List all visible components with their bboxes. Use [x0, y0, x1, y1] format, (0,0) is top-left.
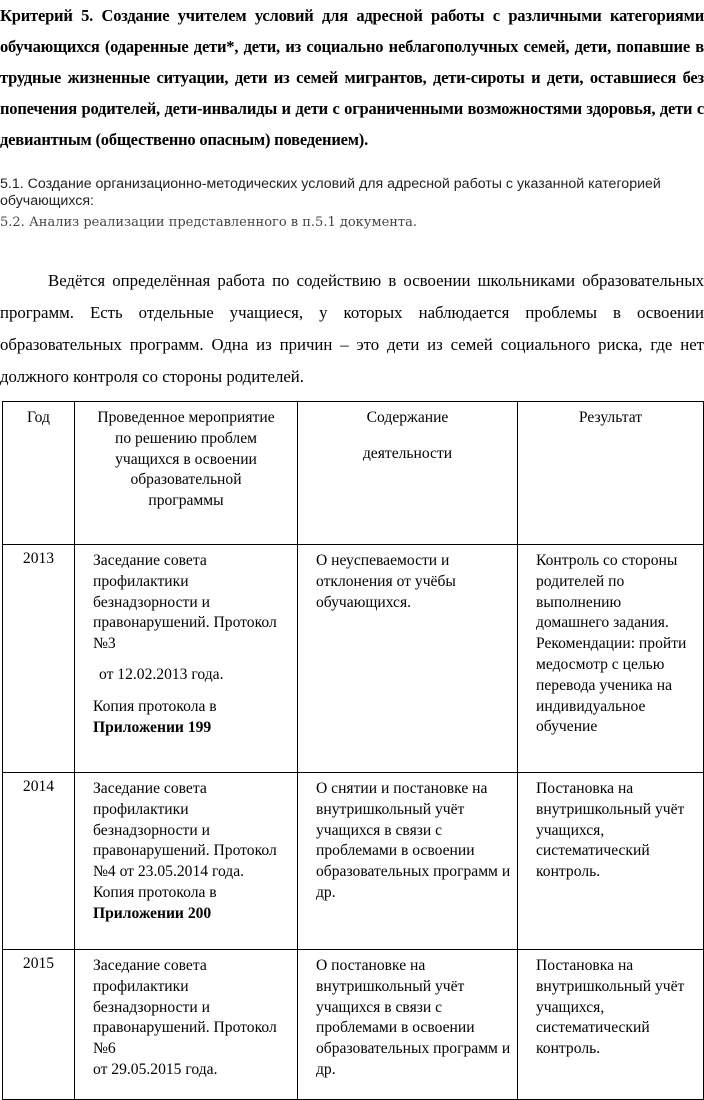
header-year: Год [3, 402, 75, 545]
row-event: Заседание совета профилактики безнадзорности и правонарушений. Протокол №4 от 23.05.2014 года. Копия протокола в Приложении 200 [75, 773, 298, 950]
row-year: 2015 [3, 950, 75, 1100]
appendix-ref: Приложении 200 [93, 904, 212, 922]
row-content: О постановке на внутришкольный учёт учащихся в связи с проблемами в освоении образовательных программ и др. [298, 950, 518, 1100]
row-event: Заседание совета профилактики безнадзорности и правонарушений. Протокол №6 от 29.05.2015 года. [75, 950, 298, 1100]
body-paragraph [0, 265, 704, 393]
header-content: Содержание деятельности [298, 402, 518, 545]
row-result: Постановка на внутришкольный учёт учащихся, систематический контроль. [518, 773, 704, 950]
appendix-ref: Приложении 199 [93, 718, 212, 736]
row-year: 2014 [3, 773, 75, 950]
row-content: О снятии и постановке на внутришкольный учёт учащихся в связи с проблемами в освоении образовательных программ и др. [298, 773, 518, 950]
row-result: Постановка на внутришкольный учёт учащихся, систематический контроль. [518, 950, 704, 1100]
body-paragraph-text: Ведётся определённая работа по содействию в освоении школьниками образовательных программ. Есть отдельные учащиеся, у которых наблюдается проблемы в освоении образовательных программ. Одна из причин – это дети из семей социального риска, где нет должного контроля со стороны родителей. [0, 271, 704, 386]
row-year: 2013 [3, 545, 75, 773]
events-table [2, 401, 704, 1100]
subitem-5-1: 5.1. Создание организационно-методических условий для адресной работы с указанной категорией обучающихся: [0, 176, 661, 209]
row-result: Контроль со стороны родителей по выполнению домашнего задания. Рекомендации: пройти медосмотр с целью перевода ученика на индивидуальное обучение [518, 545, 704, 773]
table-header-row [3, 402, 704, 545]
subitem-5-2: 5.2. Анализ реализации представленного в п.5.1 документа. [0, 215, 418, 230]
criterion-heading: Критерий 5. Создание учителем условий для адресной работы с различными категориями обучающихся (одаренные дети*, дети, из социально неблагополучных семей, дети, попавшие в трудные жизненные ситуации, дети из семей мигрантов, дети-сироты и дети, оставшиеся без попечения родителей, дети-инвалиды и дети с ограниченными возможностями здоровья, дети с девиантным (общественно опасным) поведением). [0, 6, 704, 149]
header-event: Проведенное мероприятие по решению проблем учащихся в освоении образовательной программы [75, 402, 298, 545]
table-row [3, 545, 704, 773]
header-result: Результат [518, 402, 704, 545]
table-row [3, 950, 704, 1100]
row-content: О неуспеваемости и отклонения от учёбы обучающихся. [298, 545, 518, 773]
row-event: Заседание совета профилактики безнадзорности и правонарушений. Протокол №3 от 12.02.2013 года. Копия протокола в Приложении 199 [75, 545, 298, 773]
table-row [3, 773, 704, 950]
